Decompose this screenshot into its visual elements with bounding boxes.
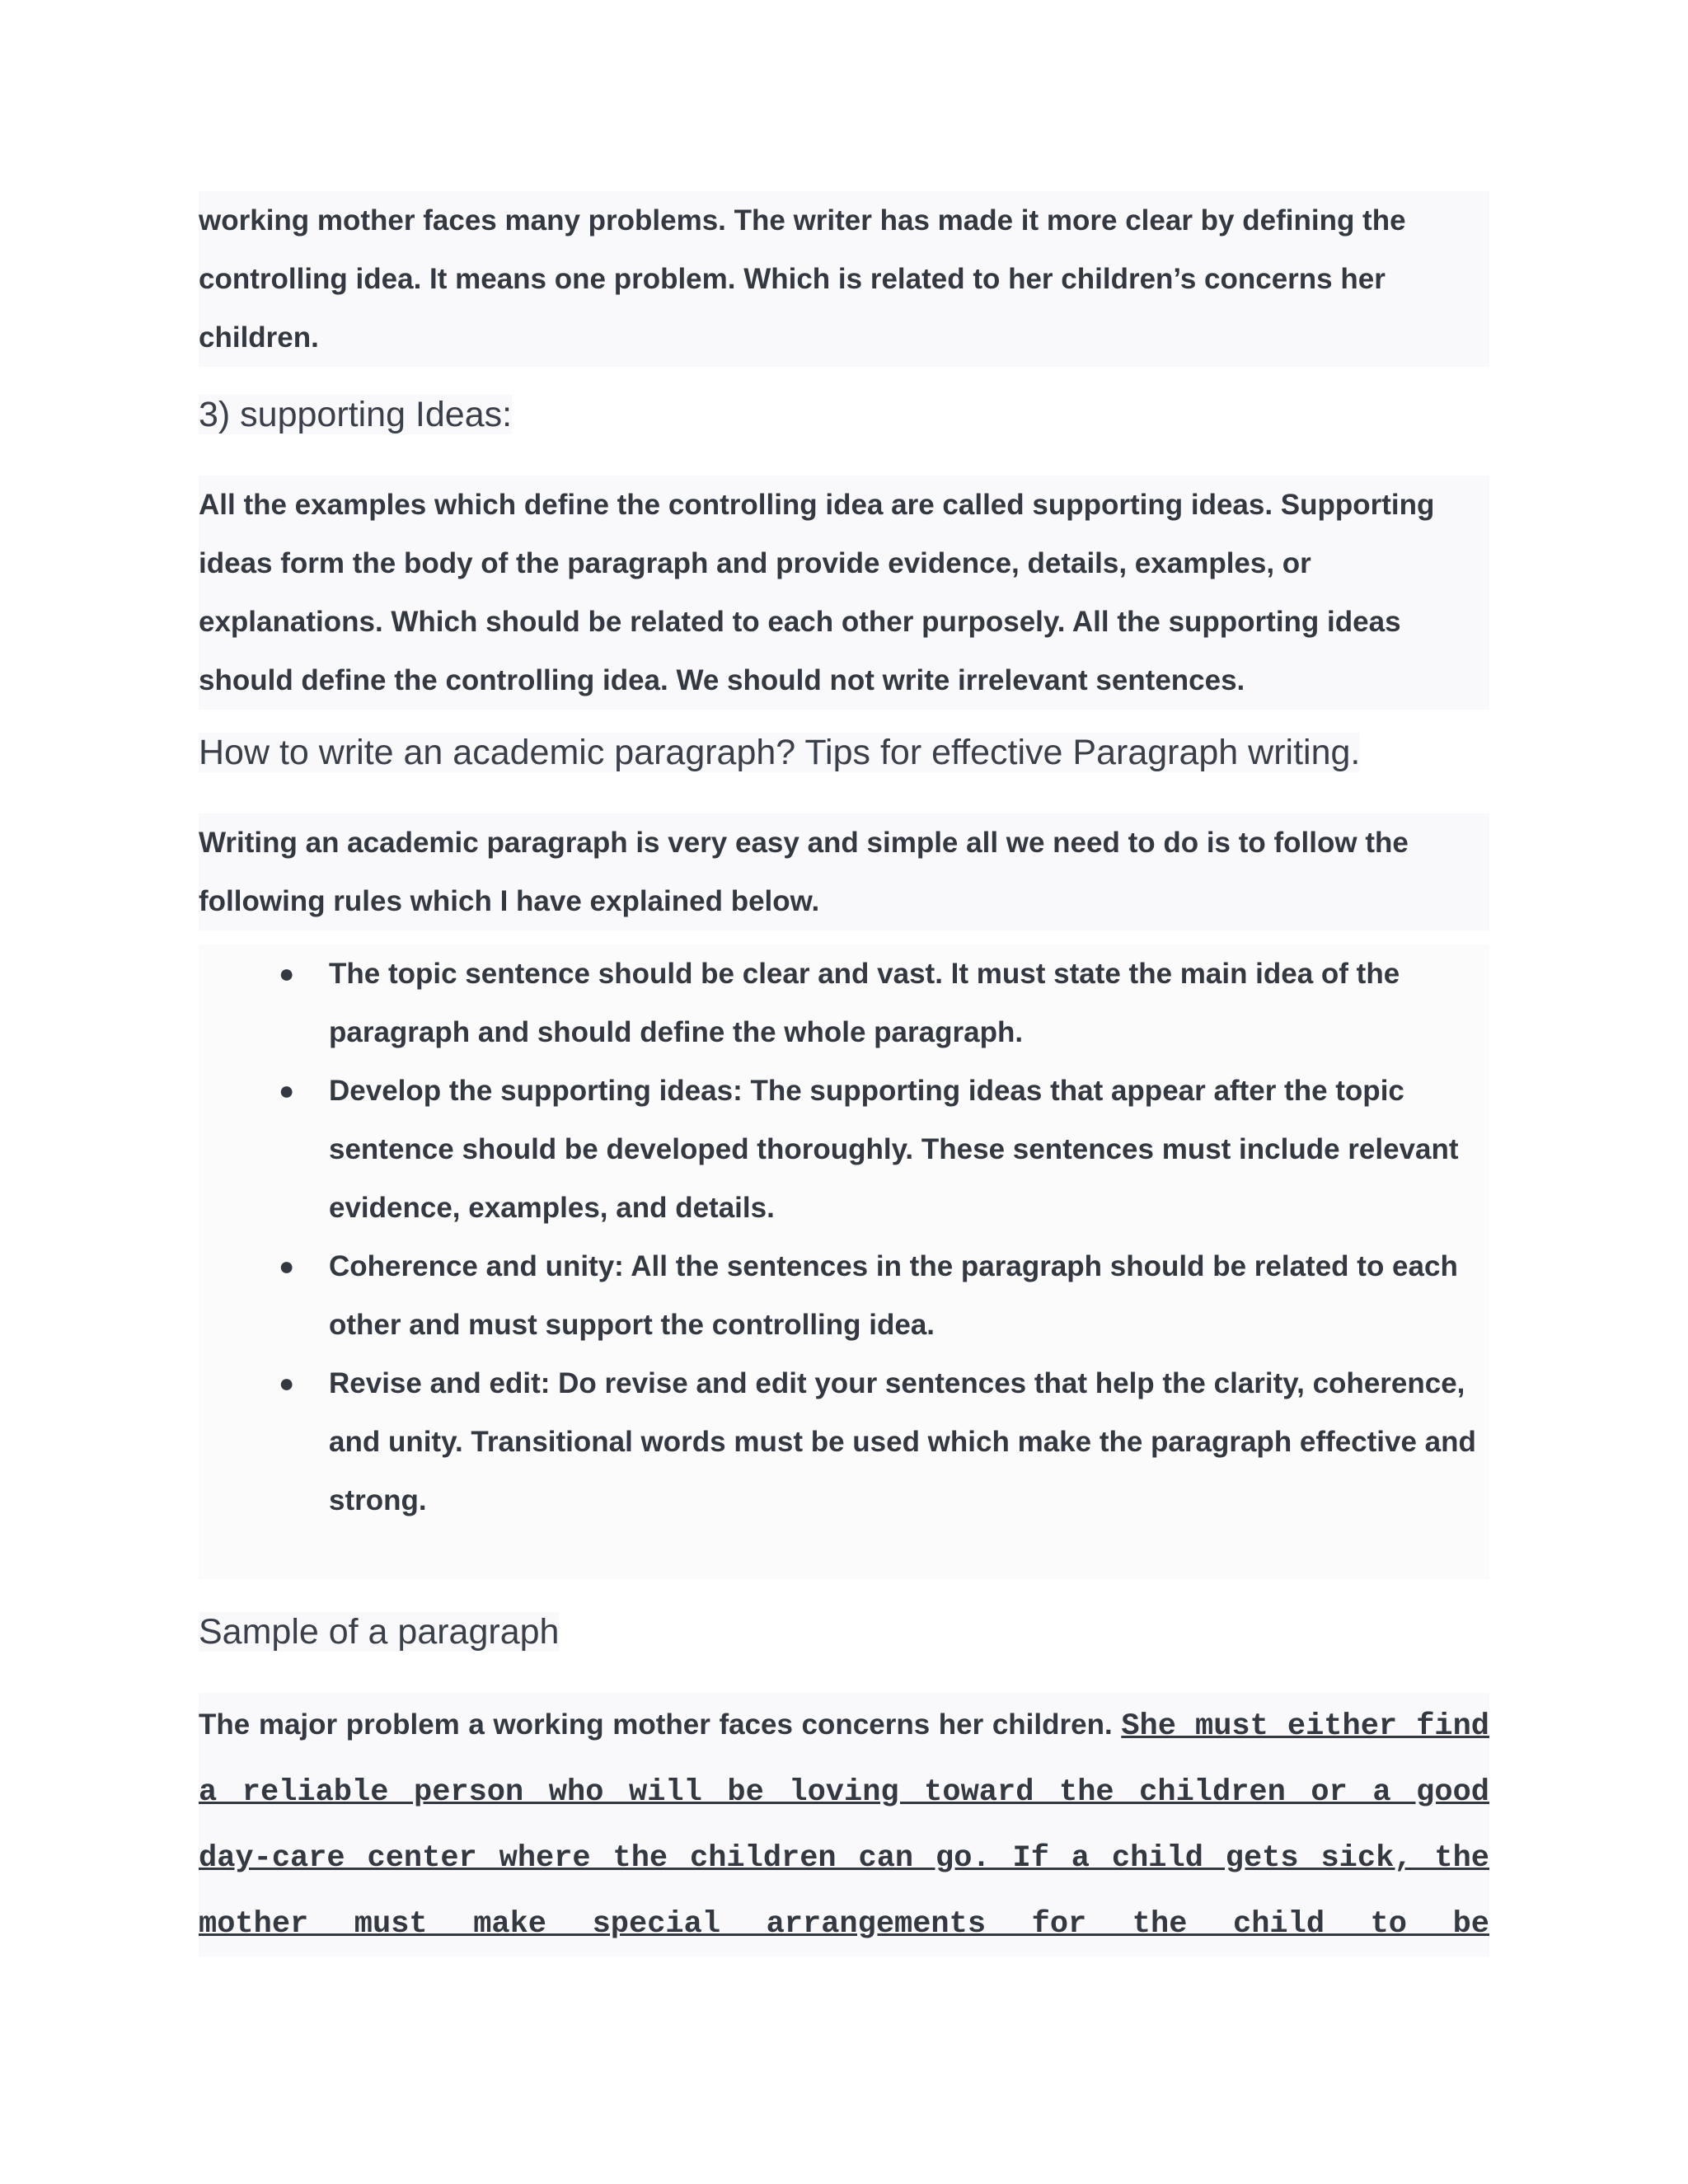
list-item	[199, 1237, 1489, 1354]
supporting-ideas-paragraph: All the examples which define the controlling idea are called supporting ideas. Supporting ideas form the body of the paragraph and provide evidence, details, examples, or explanations. Which should be related to each other purposely. All the supporting ideas should define the controlling idea. We should not write irrelevant sentences.	[199, 476, 1489, 710]
bullet-icon: ●	[279, 1076, 295, 1105]
sample-lead-sentence: The major problem a working mother faces concerns her children.	[199, 1708, 1113, 1741]
how-to-paragraph: Writing an academic paragraph is very easy and simple all we need to do is to follow the following rules which I have explained below.	[199, 813, 1489, 930]
tips-section	[199, 944, 1489, 1579]
sample-paragraph	[199, 1693, 1489, 1957]
list-item	[199, 1354, 1489, 1530]
how-to-heading	[199, 728, 1489, 777]
list-item	[199, 944, 1489, 1062]
tip-text: Revise and edit: Do revise and edit your sentences that help the clarity, coherence, and unity. Transitional words must be used which make the paragraph effective and strong.	[329, 1367, 1476, 1516]
supporting-ideas-heading	[199, 390, 1489, 439]
tip-text: The topic sentence should be clear and vast. It must state the main idea of the paragraph and should define the whole paragraph.	[329, 958, 1400, 1048]
sample-heading-text: Sample of a paragraph	[199, 1612, 560, 1652]
sample-underlined-text: She must either find a reliable person who will be loving toward the children or a good day-care center where the children can go. If a child gets sick, the mother must make special arrangements for the child to be	[199, 1709, 1490, 1942]
intro-paragraph: working mother faces many problems. The writer has made it more clear by defining the controlling idea. It means one problem. Which is related to her children’s concerns her children.	[199, 191, 1489, 367]
sample-heading	[199, 1607, 1489, 1657]
supporting-ideas-heading-text: 3) supporting Ideas:	[199, 395, 513, 434]
list-item	[199, 1062, 1489, 1237]
bullet-icon: ●	[279, 1251, 295, 1281]
tips-list	[199, 944, 1489, 1530]
bullet-icon: ●	[279, 1368, 295, 1398]
how-to-heading-text: How to write an academic paragraph? Tips for effective Paragraph writing.	[199, 733, 1361, 772]
document-content	[199, 191, 1489, 1957]
tip-text: Develop the supporting ideas: The supporting ideas that appear after the topic sentence should be developed thoroughly. These sentences must include relevant evidence, examples, and details.	[329, 1075, 1459, 1224]
tip-text: Coherence and unity: All the sentences in the paragraph should be related to each other and must support the controlling idea.	[329, 1250, 1458, 1341]
bullet-icon: ●	[279, 958, 295, 988]
